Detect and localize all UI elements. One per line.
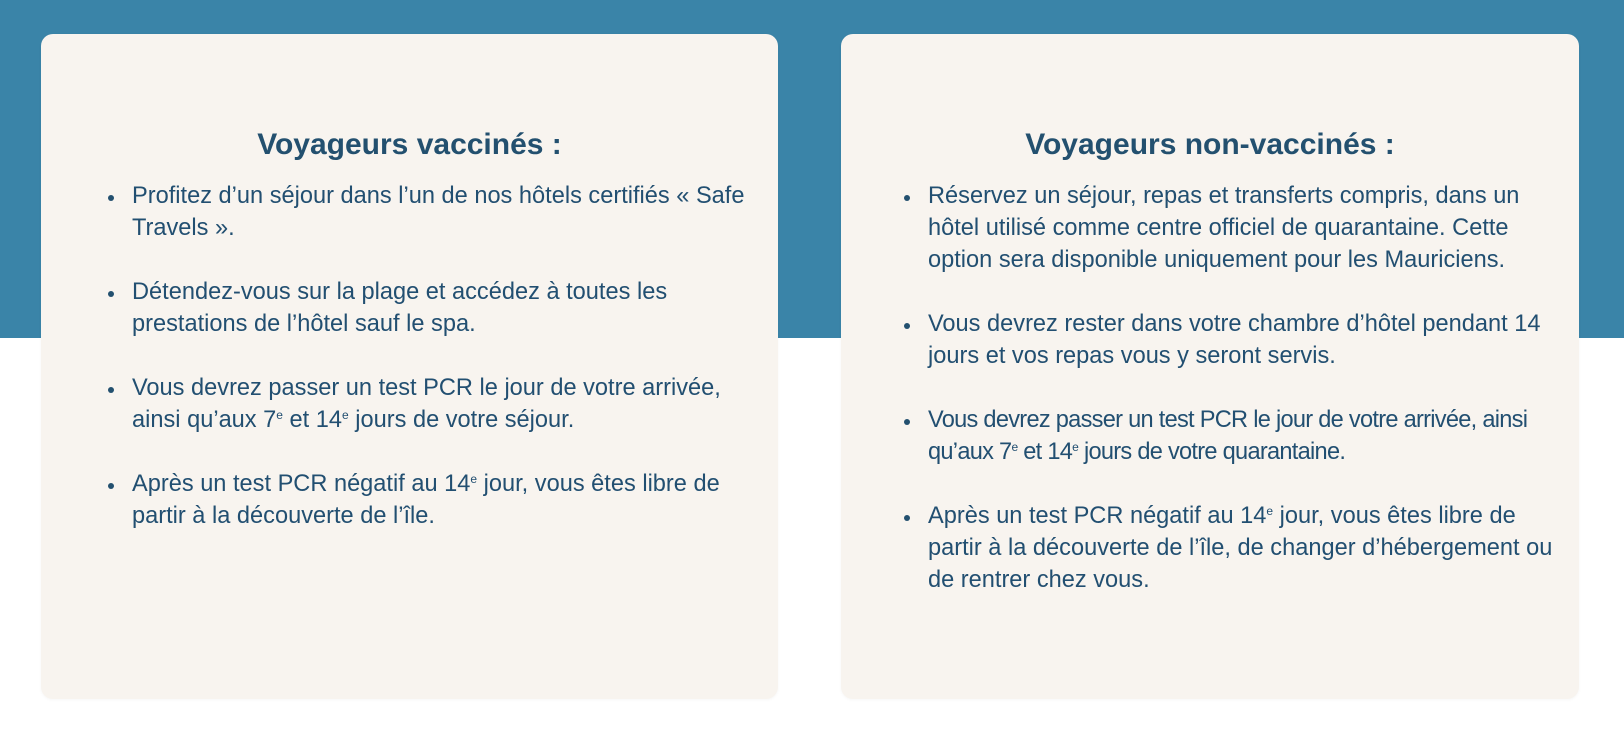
list-item-text: jour, vous êtes libre de partir à la découverte de l’île, de changer d’hébergement ou de rentrer chez vous. bbox=[928, 503, 1553, 593]
list-item-text: jours de votre quarantaine. bbox=[1078, 439, 1346, 465]
vaccinated-benefits-list bbox=[108, 180, 748, 564]
bullet-icon bbox=[108, 387, 114, 393]
list-item bbox=[108, 276, 748, 340]
ordinal-superscript: e bbox=[470, 472, 478, 487]
list-item-text: Après un test PCR négatif au 14 bbox=[132, 471, 471, 497]
bullet-icon bbox=[904, 323, 910, 329]
unvaccinated-travelers-card bbox=[841, 34, 1579, 699]
vaccinated-card-title: Voyageurs vaccinés : bbox=[257, 128, 562, 161]
list-item-text: Réservez un séjour, repas et transferts compris, dans un hôtel utilisé comme centre officiel de quarantaine. Cette option sera disponible uniquement pour les Mauriciens. bbox=[928, 183, 1520, 273]
unvaccinated-benefits-list bbox=[904, 180, 1569, 628]
list-item-text: Vous devrez rester dans votre chambre d’hôtel pendant 14 jours et vos repas vous y seront servis. bbox=[928, 311, 1541, 369]
ordinal-superscript: e bbox=[276, 408, 283, 423]
list-item bbox=[108, 372, 748, 436]
list-item-text: jours de votre séjour. bbox=[348, 407, 575, 433]
list-item-text: Vous devrez passer un test PCR le jour de votre arrivée, ainsi qu’aux 7 bbox=[132, 375, 721, 433]
ordinal-superscript: e bbox=[1266, 504, 1274, 519]
bullet-icon bbox=[904, 515, 910, 521]
list-item bbox=[904, 404, 1569, 468]
list-item bbox=[904, 500, 1569, 596]
list-item bbox=[904, 180, 1569, 276]
list-item bbox=[904, 308, 1569, 372]
vaccinated-travelers-card bbox=[41, 34, 778, 699]
unvaccinated-card-title: Voyageurs non-vaccinés : bbox=[1025, 128, 1395, 161]
list-item-text: Après un test PCR négatif au 14 bbox=[928, 503, 1267, 529]
bullet-icon bbox=[108, 291, 114, 297]
list-item bbox=[108, 180, 748, 244]
bullet-icon bbox=[108, 483, 114, 489]
ordinal-superscript: e bbox=[1011, 440, 1018, 455]
list-item-text: Vous devrez passer un test PCR le jour de votre arrivée, ainsi qu’aux 7 bbox=[928, 407, 1528, 465]
list-item-text: jour, vous êtes libre de partir à la découverte de l’île. bbox=[132, 471, 720, 529]
bullet-icon bbox=[904, 195, 910, 201]
list-item-text: Profitez d’un séjour dans l’un de nos hôtels certifiés « Safe Travels ». bbox=[132, 183, 745, 241]
list-item-text: et 14 bbox=[282, 407, 343, 433]
bullet-icon bbox=[904, 419, 910, 425]
ordinal-superscript: e bbox=[1072, 440, 1079, 455]
list-item bbox=[108, 468, 748, 532]
list-item-text: et 14 bbox=[1017, 439, 1073, 465]
list-item-text: Détendez-vous sur la plage et accédez à toutes les prestations de l’hôtel sauf le spa. bbox=[132, 279, 668, 337]
bullet-icon bbox=[108, 195, 114, 201]
ordinal-superscript: e bbox=[342, 408, 349, 423]
